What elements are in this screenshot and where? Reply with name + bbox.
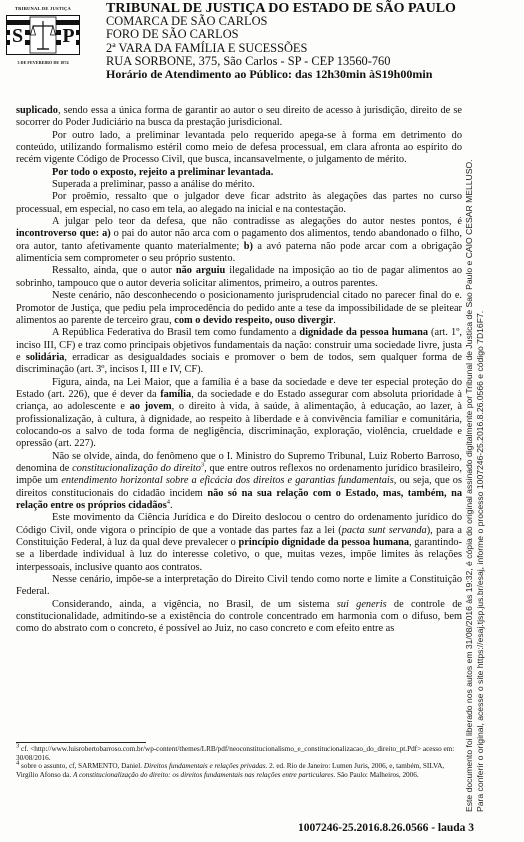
paragraph-1: suplicado, sendo essa a única forma de garantir ao autor o seu direito de acesso à jurisdição, direito de se socorrer do Poder Judiciário na busca da prestação jurisdicional. (16, 105, 462, 129)
scales-of-justice-emblem (6, 15, 80, 55)
paragraph-4: Superada a preliminar, passo a análise do mérito. (52, 179, 255, 191)
court-seal-logo (4, 6, 82, 68)
court-header (106, 2, 516, 81)
document-body (16, 105, 462, 636)
digital-signature-stamp (464, 118, 485, 812)
header-address: RUA SORBONE, 375, São Carlos - SP - CEP 13560-760 (106, 53, 391, 68)
header-foro: FORO DE SÃO CARLOS (106, 27, 239, 42)
paragraph-14: Considerando, ainda, a vigência, no Brasil, de um sistema sui generis de controle de constitucionalidade, admitindo-se a existência do controle concentrado em harmonia com o difuso, bem como do abstrato com o concreto, é possível ao Juiz, no caso concreto e com efeito entre as (16, 598, 462, 635)
paragraph-10: Figura, ainda, na Lei Maior, que a família é a base da sociedade e deve ter especial proteção do Estado (art. 226), que é dever da família, da sociedade e do Estado assegurar com absoluta prioridade à criança, ao adolescente e ao jovem, o direito à vida, à saúde, à alimentação, à educação, ao lazer, à profissionalização, à cultura, à dignidade, ao respeito à liberdade e à convivência familiar e comunitária, colocando-os a salvo de toda forma de negligência, discriminação, exploração, violência, crueldade e opressão (art. 227). (16, 376, 463, 450)
logo-s-letter: S (11, 25, 24, 47)
header-court-name: TRIBUNAL DE JUSTIÇA DO ESTADO DE SÃO PAULO (106, 1, 456, 16)
paragraph-2: Por outro lado, a preliminar levantada pelo requerido apega-se à forma em detrimento do conteúdo, utilizando formalismo estéril como meio de defesa processual, em clara afronta ao espírito do recém vigente Código de Processo Civil, que busca, incansavelmente, o julgamento de mérito. (16, 129, 462, 166)
signature-line-2: Para conferir o original, acesse o site https://esaj.tjsp.jus.br/esaj, informe o processo 1007246-25.2016.8.26.0566 e código 7D16F7. (474, 310, 485, 812)
paragraph-9: A República Federativa do Brasil tem como fundamento a dignidade da pessoa humana (art. 1º, inciso III, CF) e traz como principais objetivos fundamentais da nação: construir uma sociedade livre, justa e solidária, erradicar as desigualdades sociais e promover o bem de todos, sem qualquer forma de discriminação (art. 3º, incisos I, III e IV, CF). (16, 327, 462, 376)
footnote-ref-4: 4 (166, 498, 170, 506)
footnotes (16, 742, 462, 779)
paragraph-7: Ressalto, ainda, que o autor não arguiu ilegalidade na imposição ao tio de pagar alimentos ao sobrinho, tampouco que o autor deveria solicitar alimentos, primeiro, a outros parentes. (16, 265, 463, 289)
paragraph-12: Este movimento da Ciência Jurídica e do Direito deslocou o centro do ordenamento jurídico do Código Civil, onde vigora o princípio de que a vontade das partes faz a lei (pacta sunt servanda), para a Constituição Federal, à luz da qual deve prevalecer o princípio dignidade da pessoa humana, garantindo-se a liberdade individual à luz do interesse coletivo, o que, muitas vezes, impõe limites às relações interpessoais, inclusive quanto aos contratos. (16, 512, 462, 573)
logo-date-text: 3 DE FEVEREIRO DE 1874 (17, 60, 69, 65)
footnote-divider (16, 742, 146, 743)
header-hours: Horário de Atendimento ao Público: das 12h30min àS19h00min (106, 67, 433, 82)
paragraph-8: Neste cenário, não desconhecendo o posicionamento jurisprudencial citado no parecer final do e. Promotor de Justiça, que pediu pela improcedência do pedido ante a tese da impossibilidade de se pleitear alimentos ao parente de terceiro grau, com o devido respeito, ouso divergir. (16, 290, 462, 326)
paragraph-13: Nesse cenário, impõe-se a interpretação do Direito Civil tendo como norte e limite a Constituição Federal. (16, 574, 462, 598)
footnote-4: $^4$ sobre o assunto, cf, SARMENTO, Daniel. Direitos fundamentais e relações privadas. 2. ed. Rio de Janeiro: Lumen Juris, 2006, e, também, SILVA, Virgílio Afonso da. A constitucionalização do direito: os direitos fundamentais nas relações entre particulares. São Paulo: Malheiros, 2006. (16, 759, 445, 779)
logo-top-text: TRIBUNAL DE JUSTIÇA (14, 6, 72, 11)
paragraph-6: A julgar pelo teor da defesa, que não contradisse as alegações do autor nestes pontos, é incontroverso que: a) o pai do autor não arca com o pagamento dos alimentos, tendo abandonado o filho, ora autor, tanto afetivamente quanto materialmente; b) a avó paterna não pode arcar com a obrigação alimentícia sem comprometer o seu próprio sustento. (16, 216, 462, 265)
footnote-ref-3: 3 (200, 461, 205, 469)
paragraph-11: Não se olvide, ainda, do fenômeno que o I. Ministro do Supremo Tribunal, Luiz Roberto Barroso, denomina de constitucionalização do direito$^3$, que entre outros reflexos no ordenamento jurídico brasileiro, impõe um entendimento horizontal sobre a eficácia dos direitos e garantias fundamentais, ou seja, que os direitos constitucionais do cidadão incidem não só na sua relação com o Estado, mas, também, na relação entre os próprios cidadãos$^4$. (16, 450, 463, 511)
footnote-3: $^3$ cf. <http://www.luisrobertobarroso.com.br/wp-content/themes/LRB/pdf/neoconstitucionalismo_e_constitucionalizacao_do_direito_pt.Pdf> acesso em: 30/08/2016. (16, 742, 455, 762)
paragraph-5: Por proêmio, ressalto que o julgador deve ficar adstrito às alegações das partes no curso processual, em especial, no caso em tela, ao alegado na inicial e na contestação. (16, 191, 462, 215)
header-vara: 2ª VARA DA FAMÍLIA E SUCESSÕES (106, 40, 308, 55)
logo-p-letter: P (62, 25, 75, 47)
signature-line-1: Este documento foi liberado nos autos em 31/08/2016 às 19:32, é cópia do original assinado digitalmente por Tribunal de Justica de Sao Paulo e CAIO CESAR MELLUSO. (464, 159, 474, 812)
header-comarca: COMARCA DE SÃO CARLOS (106, 14, 268, 29)
page-footer-process-number: 1007246-25.2016.8.26.0566 - lauda 3 (298, 822, 475, 834)
paragraph-3: Por todo o exposto, rejeito a preliminar levantada. (52, 166, 274, 178)
